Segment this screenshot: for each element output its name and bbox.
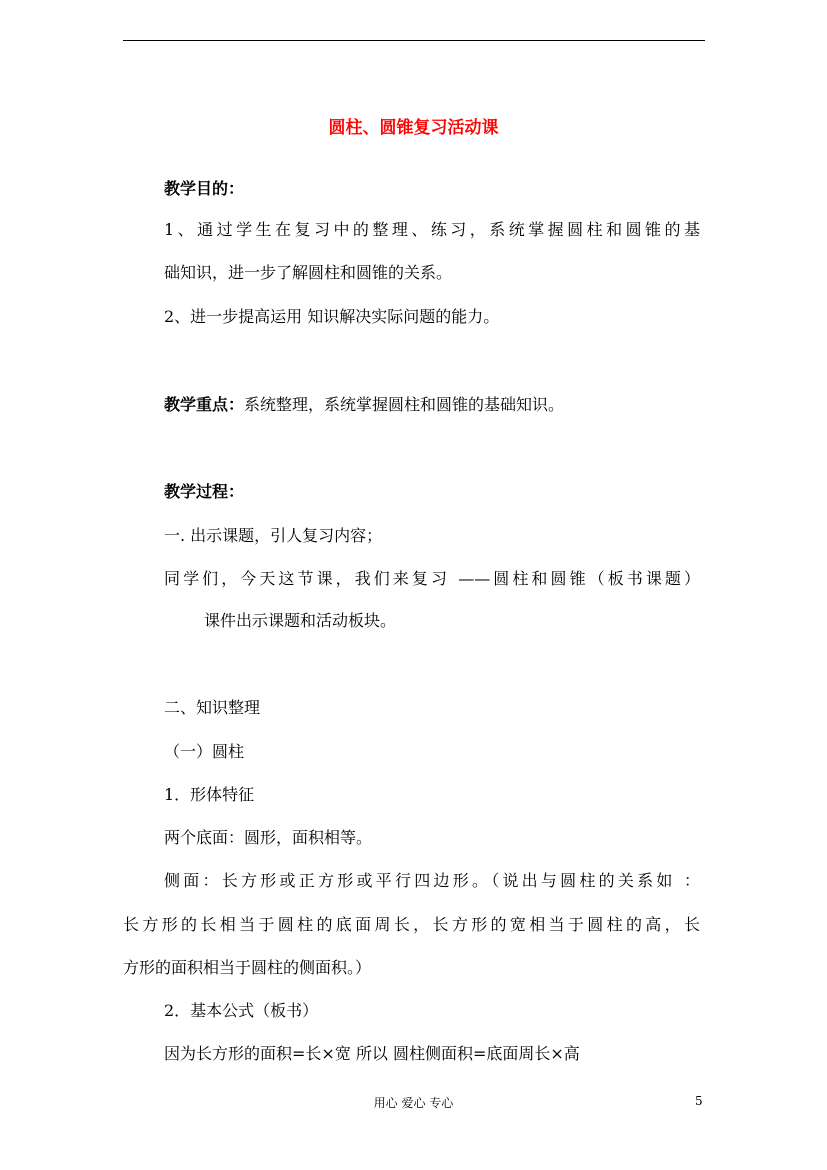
objective-1-line-2: 础知识，进一步了解圆柱和圆锥的关系。 (164, 263, 453, 282)
step-2: 二、知识整理 (164, 698, 261, 717)
process-heading: 教学过程： (164, 482, 245, 501)
document-title: 圆柱、圆锥复习活动课 (328, 118, 499, 138)
step-1: 一. 出示课题，引人复习内容； (164, 526, 383, 545)
objectives-heading: 教学目的： (164, 179, 245, 198)
focus-text: 系统整理，系统掌握圆柱和圆锥的基础知识。 (244, 395, 565, 414)
page-number: 5 (695, 1094, 703, 1108)
sub-section-cylinder: （一）圆柱 (164, 742, 245, 761)
side-text-line-1: 侧面：长方形或正方形或平行四边形。（说出与圆柱的关系如 ： (164, 871, 700, 890)
side-text-line-3: 方形的面积相当于圆柱的侧面积。） (123, 958, 372, 977)
item-2-formulas: 2．基本公式（板书） (164, 1001, 319, 1020)
objective-2: 2、进一步提高运用 知识解决实际问题的能力。 (164, 307, 500, 326)
focus-paragraph (164, 394, 564, 416)
bases-text: 两个底面：圆形，面积相等。 (164, 828, 373, 847)
formula-text: 因为长方形的面积=长×宽 所以 圆柱侧面积=底面周长×高 (164, 1044, 580, 1063)
focus-heading: 教学重点： (164, 395, 245, 414)
header-rule (123, 40, 705, 41)
objective-1-line-1: 1、通过学生在复习中的整理、练习，系统掌握圆柱和圆锥的基 (164, 220, 700, 239)
item-1-shape-features: 1．形体特征 (164, 785, 255, 804)
step-1-text: 同学们，今天这节课，我们来复习 ——圆柱和圆锥（板书课题） (164, 569, 700, 588)
side-text-line-2: 长方形的长相当于圆柱的底面周长，长方形的宽相当于圆柱的高，长 (123, 915, 700, 934)
page-footer: 用心 爱心 专心 (373, 1096, 454, 1110)
step-1-text-2: 课件出示课题和活动板块。 (204, 611, 397, 630)
